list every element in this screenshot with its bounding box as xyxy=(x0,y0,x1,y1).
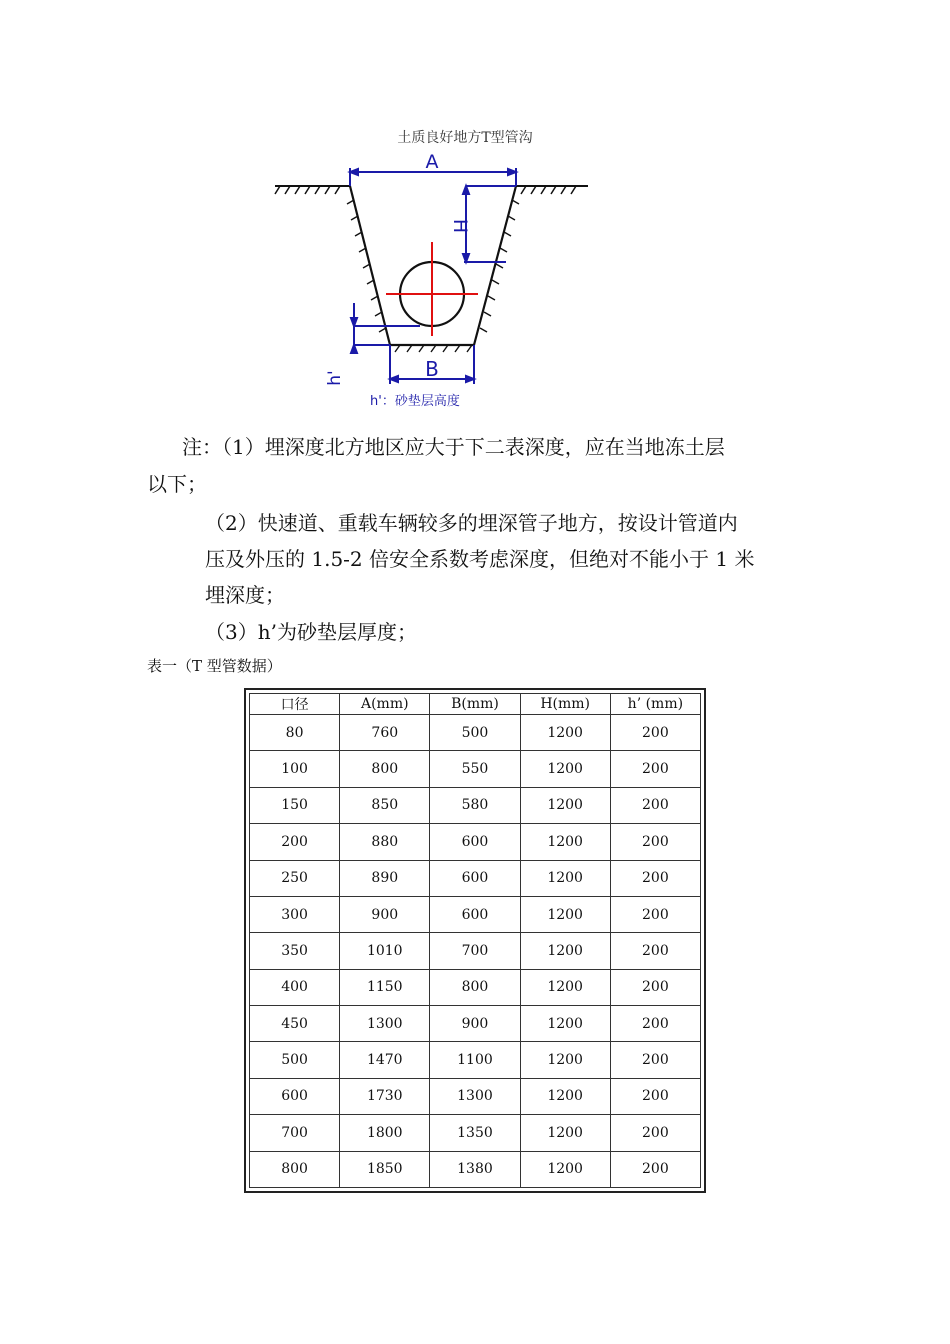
table-cell: 900 xyxy=(340,896,430,932)
table-cell: 760 xyxy=(340,715,430,751)
table-cell: 1300 xyxy=(340,1006,430,1042)
table-cell: 200 xyxy=(610,1151,700,1188)
table-cell: 1200 xyxy=(520,715,610,751)
table-cell: 880 xyxy=(340,824,430,860)
table-cell: 350 xyxy=(250,933,340,969)
table-cell: 1730 xyxy=(340,1078,430,1114)
label-A: A xyxy=(425,151,439,173)
table-row xyxy=(250,1115,701,1151)
table-row xyxy=(250,896,701,932)
table-row xyxy=(250,787,701,823)
table-cell: 850 xyxy=(340,787,430,823)
note-1-line-2: 以下； xyxy=(147,472,207,496)
table-cell: 200 xyxy=(610,1006,700,1042)
table-cell: 700 xyxy=(430,933,520,969)
table-cell: 1150 xyxy=(340,969,430,1005)
note-3: （3）h’为砂垫层厚度； xyxy=(205,620,417,644)
table-cell: 550 xyxy=(430,751,520,787)
table-row xyxy=(250,715,701,751)
table-cell: 1200 xyxy=(520,1115,610,1151)
table-cell: 1200 xyxy=(520,787,610,823)
table-cell: 200 xyxy=(610,1115,700,1151)
table-cell: 200 xyxy=(610,860,700,896)
table-cell: 800 xyxy=(430,969,520,1005)
table-cell: 200 xyxy=(610,969,700,1005)
table-cell: 800 xyxy=(250,1151,340,1188)
table-cell: 1200 xyxy=(520,824,610,860)
ground-left xyxy=(275,186,350,194)
table-row xyxy=(250,969,701,1005)
figure-title: 土质良好地方T型管沟 xyxy=(397,130,533,146)
table-row xyxy=(250,1006,701,1042)
table-cell: 1200 xyxy=(520,896,610,932)
note-2-line-2: 压及外压的 1.5-2 倍安全系数考虑深度，但绝对不能小于 1 米 xyxy=(205,547,755,571)
table-cell: 600 xyxy=(430,824,520,860)
table-cell: 500 xyxy=(250,1042,340,1078)
note-2-line-1: （2）快速道、重载车辆较多的埋深管子地方，按设计管道内 xyxy=(205,511,738,535)
table-cell: 1100 xyxy=(430,1042,520,1078)
table-cell: 800 xyxy=(340,751,430,787)
table-cell: 200 xyxy=(610,787,700,823)
ground-right xyxy=(516,186,588,194)
table-cell: 600 xyxy=(430,896,520,932)
table-cell: 1200 xyxy=(520,969,610,1005)
table-cell: 1800 xyxy=(340,1115,430,1151)
data-table-frame xyxy=(244,688,706,1193)
table-cell: 1470 xyxy=(340,1042,430,1078)
table-cell: 1200 xyxy=(520,1006,610,1042)
table-header-row xyxy=(250,694,701,715)
table-body xyxy=(250,715,701,1188)
table-cell: 100 xyxy=(250,751,340,787)
table-cell: 150 xyxy=(250,787,340,823)
table-cell: 200 xyxy=(610,1078,700,1114)
table-cell: 200 xyxy=(610,1042,700,1078)
table-cell: 300 xyxy=(250,896,340,932)
table-cell: 600 xyxy=(430,860,520,896)
header-h-prime: h’ (mm) xyxy=(610,694,700,715)
table-row xyxy=(250,1042,701,1078)
table-cell: 1380 xyxy=(430,1151,520,1188)
table-cell: 1850 xyxy=(340,1151,430,1188)
table-cell: 200 xyxy=(610,933,700,969)
table-cell: 450 xyxy=(250,1006,340,1042)
table-cell: 80 xyxy=(250,715,340,751)
table-cell: 1200 xyxy=(520,933,610,969)
label-H: H xyxy=(449,218,471,234)
table-cell: 200 xyxy=(610,715,700,751)
note-2-line-3: 埋深度； xyxy=(205,583,285,607)
table-cell: 900 xyxy=(430,1006,520,1042)
table-cell: 200 xyxy=(250,824,340,860)
table-row xyxy=(250,1078,701,1114)
table-cell: 1200 xyxy=(520,1151,610,1188)
table-row xyxy=(250,860,701,896)
header-A: A(mm) xyxy=(340,694,430,715)
table-cell: 1200 xyxy=(520,860,610,896)
table-cell: 1200 xyxy=(520,1042,610,1078)
label-h-prime: h' xyxy=(325,370,345,386)
table-cell: 580 xyxy=(430,787,520,823)
note-1-line-1: 注：（1）埋深度北方地区应大于下二表深度，应在当地冻土层 xyxy=(182,435,725,459)
figure-legend: h'：砂垫层高度 xyxy=(370,394,460,409)
t-pipe-data-table xyxy=(249,693,701,1188)
table-cell: 250 xyxy=(250,860,340,896)
table-cell: 890 xyxy=(340,860,430,896)
table-cell: 400 xyxy=(250,969,340,1005)
table-row xyxy=(250,751,701,787)
table-row xyxy=(250,933,701,969)
table-cell: 1010 xyxy=(340,933,430,969)
table-cell: 1200 xyxy=(520,1078,610,1114)
table-row xyxy=(250,824,701,860)
table-cell: 1350 xyxy=(430,1115,520,1151)
table-cell: 700 xyxy=(250,1115,340,1151)
header-diameter: 口径 xyxy=(250,694,340,715)
header-H: H(mm) xyxy=(520,694,610,715)
table-row xyxy=(250,1151,701,1188)
table-caption: 表一（T 型管数据） xyxy=(147,657,282,675)
table-cell: 1200 xyxy=(520,751,610,787)
header-B: B(mm) xyxy=(430,694,520,715)
trench-diagram xyxy=(270,148,600,418)
table-cell: 1300 xyxy=(430,1078,520,1114)
table-cell: 600 xyxy=(250,1078,340,1114)
table-cell: 200 xyxy=(610,896,700,932)
table-cell: 200 xyxy=(610,824,700,860)
label-B: B xyxy=(425,357,439,381)
table-cell: 500 xyxy=(430,715,520,751)
table-cell: 200 xyxy=(610,751,700,787)
